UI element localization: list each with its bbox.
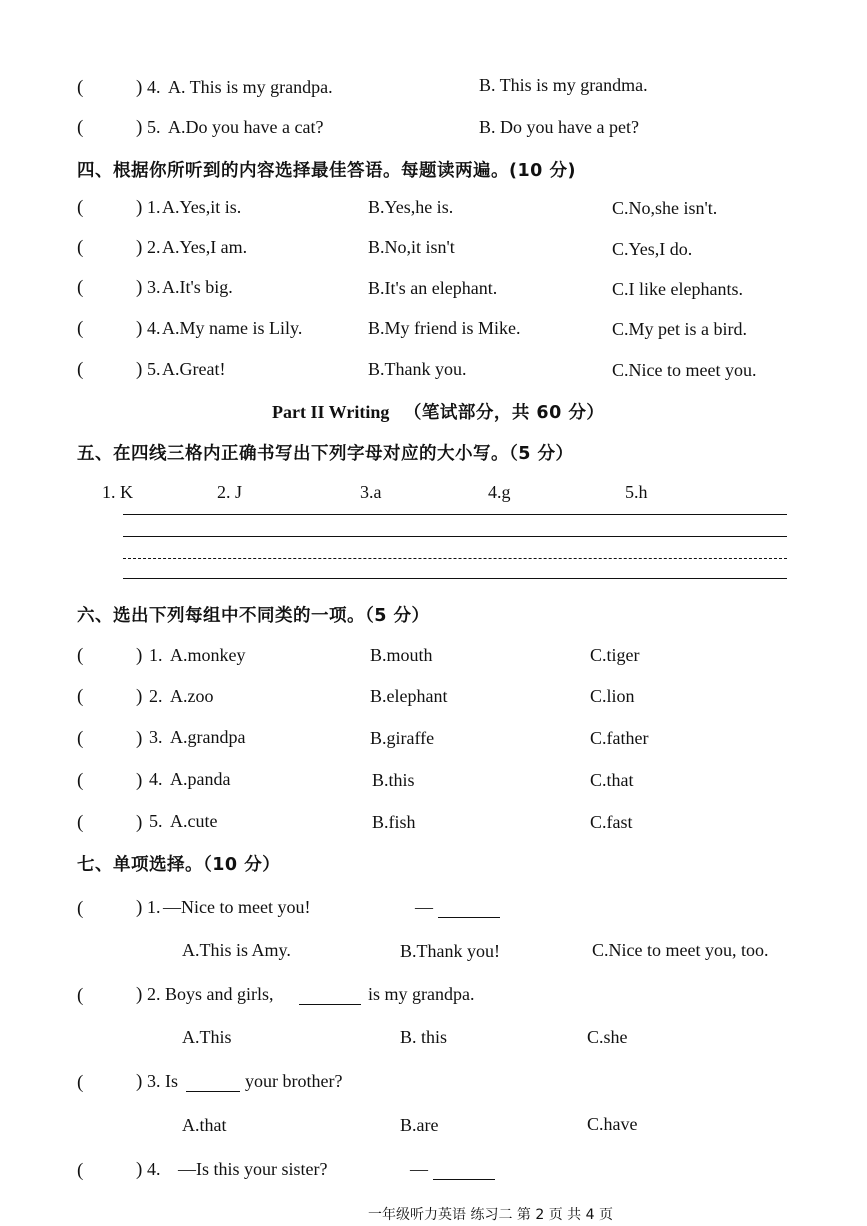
option-c: C.lion <box>590 686 635 706</box>
part-2-label: Part II Writing <box>272 402 390 422</box>
reply-dash: — <box>410 1159 428 1179</box>
question-text-pre: Is <box>165 1071 178 1091</box>
answer-paren-close: ) <box>136 728 143 749</box>
answer-paren-open[interactable]: ( <box>77 645 84 666</box>
answer-paren-open[interactable]: ( <box>77 1072 84 1093</box>
answer-paren-close: ) <box>136 77 143 98</box>
option-c: C.fast <box>590 812 633 832</box>
reply-dash: — <box>415 897 433 917</box>
answer-paren-open[interactable]: ( <box>77 359 84 380</box>
question-number: 1. <box>147 897 161 917</box>
question-number: 2. <box>149 686 163 706</box>
option-a: A.panda <box>170 769 231 789</box>
question-number: 5. <box>147 117 161 137</box>
option-b: B. This is my grandma. <box>479 75 648 95</box>
answer-blank[interactable] <box>438 901 500 918</box>
answer-paren-close: ) <box>136 197 143 218</box>
option-c: C.Yes,I do. <box>612 239 693 259</box>
question-number: 3. <box>149 727 163 747</box>
answer-paren-open[interactable]: ( <box>77 237 84 258</box>
question-text: —Is this your sister? <box>178 1159 328 1179</box>
option-b: B.fish <box>372 812 416 832</box>
option-c: C.My pet is a bird. <box>612 319 747 339</box>
answer-paren-close: ) <box>136 770 143 791</box>
question-number: 5. <box>149 811 163 831</box>
question-number: 4. <box>149 769 163 789</box>
option-a: A.This is Amy. <box>182 940 291 960</box>
answer-blank[interactable] <box>299 988 361 1005</box>
answer-paren-close: ) <box>136 812 143 833</box>
answer-blank[interactable] <box>186 1075 240 1092</box>
option-a: A.Yes,it is. <box>162 197 242 217</box>
question-number: 2. <box>147 984 161 1004</box>
option-a: A.zoo <box>170 686 214 706</box>
question-number: 1. <box>149 645 163 665</box>
letter-item: 3.a <box>360 482 382 502</box>
answer-paren-close: ) <box>136 277 143 298</box>
option-a: A.grandpa <box>170 727 246 747</box>
part-2-note: （笔试部分，共 60 分） <box>403 403 605 423</box>
option-a: A. This is my grandpa. <box>168 77 333 97</box>
answer-paren-open[interactable]: ( <box>77 686 84 707</box>
answer-paren-open[interactable]: ( <box>77 77 84 98</box>
answer-paren-open[interactable]: ( <box>77 197 84 218</box>
section-4-title: 四、根据你所听到的内容选择最佳答语。每题读两遍。(10 分) <box>77 161 576 181</box>
answer-paren-open[interactable]: ( <box>77 117 84 138</box>
option-a: A.monkey <box>170 645 246 665</box>
letter-item: 2. J <box>217 482 243 502</box>
answer-paren-open[interactable]: ( <box>77 318 84 339</box>
question-number: 4. <box>147 77 161 97</box>
option-b: B.Thank you. <box>368 359 467 379</box>
answer-paren-close: ) <box>136 117 143 138</box>
option-a: A.Yes,I am. <box>162 237 248 257</box>
option-c: C.tiger <box>590 645 640 665</box>
grid-line-upper <box>123 536 787 537</box>
option-a: A.Do you have a cat? <box>168 117 324 137</box>
option-b: B.It's an elephant. <box>368 278 498 298</box>
question-number: 3. <box>147 277 161 297</box>
answer-paren-open[interactable]: ( <box>77 898 84 919</box>
option-a: A.that <box>182 1115 227 1135</box>
option-b: B.this <box>372 770 415 790</box>
option-c: C.have <box>587 1114 638 1134</box>
option-c: C.father <box>590 728 649 748</box>
answer-blank[interactable] <box>433 1163 495 1180</box>
answer-paren-open[interactable]: ( <box>77 812 84 833</box>
answer-paren-open[interactable]: ( <box>77 985 84 1006</box>
answer-paren-open[interactable]: ( <box>77 277 84 298</box>
section-5-title: 五、在四线三格内正确书写出下列字母对应的大小写。（5 分） <box>77 444 574 464</box>
question-number: 1. <box>147 197 161 217</box>
option-a: A.cute <box>170 811 218 831</box>
option-c: C.that <box>590 770 634 790</box>
question-number: 3. <box>147 1071 161 1091</box>
answer-paren-close: ) <box>136 984 143 1005</box>
option-b: B.elephant <box>370 686 448 706</box>
question-number: 4. <box>147 318 161 338</box>
question-number: 2. <box>147 237 161 257</box>
answer-paren-open[interactable]: ( <box>77 1160 84 1181</box>
question-number: 4. <box>147 1159 161 1179</box>
answer-paren-close: ) <box>136 1071 143 1092</box>
option-b: B.Thank you! <box>400 941 500 961</box>
letter-item: 4.g <box>488 482 511 502</box>
part-2-header <box>272 399 604 424</box>
letter-item: 1. K <box>102 482 133 502</box>
answer-paren-close: ) <box>136 645 143 666</box>
option-b: B. this <box>400 1027 448 1047</box>
question-number: 5. <box>147 359 161 379</box>
option-a: A.Great! <box>162 359 226 379</box>
question-text-post: is my grandpa. <box>368 984 475 1004</box>
grid-line-bottom <box>123 578 787 579</box>
option-b: B.are <box>400 1115 439 1135</box>
answer-paren-close: ) <box>136 1159 143 1180</box>
answer-paren-open[interactable]: ( <box>77 770 84 791</box>
grid-line-middle <box>123 558 787 559</box>
option-c: C.Nice to meet you. <box>612 360 757 380</box>
page-footer: 一年级听力英语 练习二 第 2 页 共 4 页 <box>368 1207 613 1223</box>
option-b: B.giraffe <box>370 728 435 748</box>
option-c: C.Nice to meet you, too. <box>592 940 769 960</box>
option-c: C.No,she isn't. <box>612 198 718 218</box>
option-b: B.Yes,he is. <box>368 197 454 217</box>
question-text-post: your brother? <box>245 1071 343 1091</box>
answer-paren-close: ) <box>136 359 143 380</box>
letter-item: 5.h <box>625 482 648 502</box>
section-7-title: 七、单项选择。（10 分） <box>77 855 281 875</box>
option-b: B. Do you have a pet? <box>479 117 639 137</box>
grid-line-top <box>123 514 787 515</box>
option-c: C.she <box>587 1027 628 1047</box>
section-6-title: 六、选出下列每组中不同类的一项。（5 分） <box>77 606 430 626</box>
answer-paren-close: ) <box>136 318 143 339</box>
answer-paren-open[interactable]: ( <box>77 728 84 749</box>
option-a: A.This <box>182 1027 232 1047</box>
question-text: —Nice to meet you! <box>163 897 311 917</box>
question-text-pre: Boys and girls, <box>165 984 274 1004</box>
option-a: A.It's big. <box>162 277 233 297</box>
answer-paren-close: ) <box>136 897 143 918</box>
option-a: A.My name is Lily. <box>162 318 303 338</box>
answer-paren-close: ) <box>136 237 143 258</box>
option-b: B.No,it isn't <box>368 237 455 257</box>
option-c: C.I like elephants. <box>612 279 743 299</box>
answer-paren-close: ) <box>136 686 143 707</box>
option-b: B.mouth <box>370 645 433 665</box>
option-b: B.My friend is Mike. <box>368 318 521 338</box>
